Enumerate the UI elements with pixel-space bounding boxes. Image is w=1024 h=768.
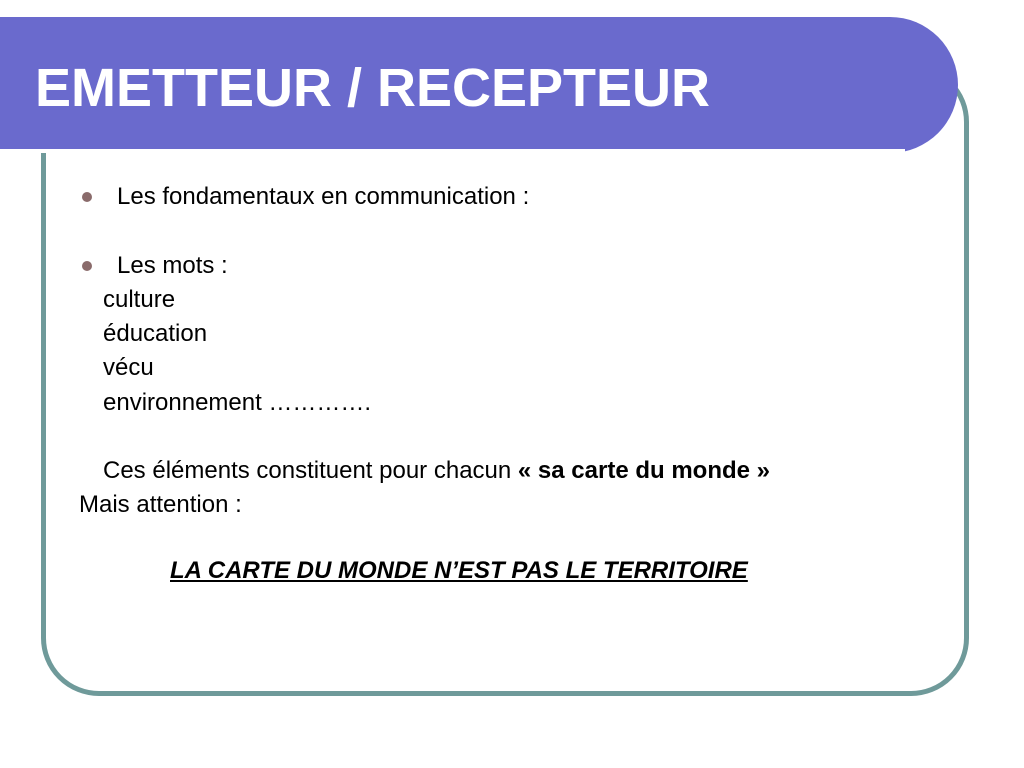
bullet-fondamentaux: Les fondamentaux en communication : [117, 183, 530, 210]
bullet-les-mots: Les mots : [117, 252, 228, 279]
word-vecu: vécu [103, 354, 154, 381]
statement-prefix: Ces éléments constituent pour chacun [103, 457, 518, 484]
callout-territoire: LA CARTE DU MONDE N’EST PAS LE TERRITOIRE [170, 557, 748, 584]
word-environnement: environnement …………. [103, 389, 372, 416]
statement-line [103, 459, 770, 483]
word-education: éducation [103, 320, 208, 347]
word-culture: culture [103, 286, 176, 313]
statement-emphasis: « sa carte du monde » [517, 457, 770, 484]
warning-line: Mais attention : [79, 491, 242, 518]
slide-title: EMETTEUR / RECEPTEUR [35, 58, 711, 118]
bullet-dot-icon [82, 192, 92, 202]
bullet-dot-icon [82, 261, 92, 271]
